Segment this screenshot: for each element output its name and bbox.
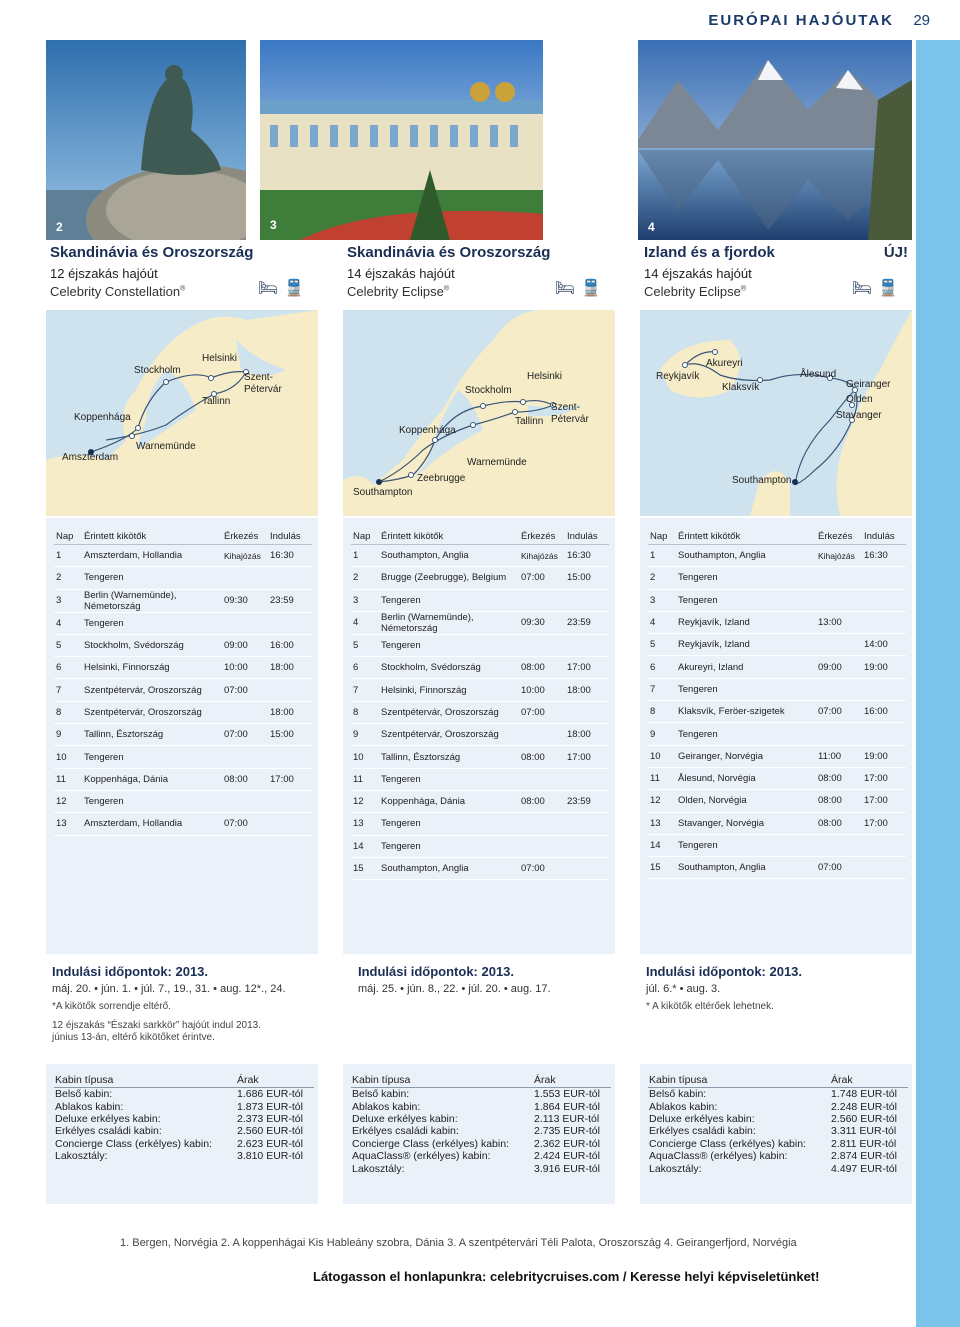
price-row: Ablakos kabin: 1.864 EUR-tól	[352, 1100, 600, 1113]
map-label: Stavanger	[836, 410, 882, 421]
table-row: 5 Reykjavík, Izland 14:00	[648, 634, 906, 656]
map-label: Zeebrugge	[417, 473, 466, 484]
cruise-title: Izland és a fjordok	[644, 244, 775, 261]
photo-number: 4	[648, 220, 655, 234]
table-row: 13 Tengeren	[351, 813, 609, 835]
itinerary-table: Nap Érintett kikötők Érkezés Indulás 1 Amszterdam, Hollandia Kihajózás 16:30 2 Tengeren 3 Berlin (Warnemünde), Németország 09:30 23:59 4 Tengeren 5 Stockholm, Svédország 09:00 16:00 6 Helsinki, Finnország 10:00 18:00 7 Szentpétervár, Oroszország 07:00 8 Szentpétervár, Oroszország 18:00 9 Tallinn, Észtország 07:00 15:00 10 Tengeren 11 Koppenhága, Dánia 08:00 17:00 12 Tengeren 13 Amszterdam, Hollandia 07:00	[54, 528, 312, 836]
cruise-nights: 12 éjszakás hajóút	[50, 266, 158, 281]
price-table: Kabin típusa Árak Belső kabin: 1.748 EUR-tól Ablakos kabin: 2.248 EUR-tól Deluxe erkélyes kabin: 2.560 EUR-tól Erkélyes családi kabin: 3.311 EUR-tól Concierge Class (erkélyes) kabin: 2.811 EUR-tól AquaClass® (erkélyes) kabin: 2.874 EUR-tól Lakosztály: 4.497 EUR-tól	[648, 1072, 908, 1175]
table-row: 12 Olden, Norvégia 08:00 17:00	[648, 790, 906, 812]
table-row: 14 Tengeren	[351, 835, 609, 857]
table-row: 7 Tengeren	[648, 678, 906, 700]
table-row: 8 Szentpétervár, Oroszország 18:00	[54, 701, 312, 723]
cruise-nights: 14 éjszakás hajóút	[347, 266, 455, 281]
table-row: 14 Tengeren	[648, 834, 906, 856]
map-label: Stockholm	[465, 385, 512, 396]
table-row: 4 Berlin (Warnemünde), Németország 09:30 23:59	[351, 611, 609, 634]
map-label: Koppenhága	[74, 412, 131, 423]
page-number: 29	[913, 12, 930, 29]
price-row: Erkélyes családi kabin: 2.560 EUR-tól	[55, 1125, 303, 1138]
departure-dates-2: Indulási időpontok: 2013. máj. 25. • jún. 8., 22. • júl. 20. • aug. 17.	[358, 964, 551, 995]
price-table: Kabin típusa Árak Belső kabin: 1.553 EUR-tól Ablakos kabin: 1.864 EUR-tól Deluxe erkélyes kabin: 2.113 EUR-tól Erkélyes családi kabin: 2.735 EUR-tól Concierge Class (erkélyes) kabin: 2.362 EUR-tól AquaClass® (erkélyes) kabin: 2.424 EUR-tól Lakosztály: 3.916 EUR-tól	[351, 1072, 611, 1175]
table-row: 2 Tengeren	[54, 567, 312, 589]
price-row: Deluxe erkélyes kabin: 2.113 EUR-tól	[352, 1112, 600, 1125]
table-row: 11 Koppenhága, Dánia 08:00 17:00	[54, 768, 312, 790]
table-row: 6 Helsinki, Finnország 10:00 18:00	[54, 657, 312, 679]
table-row: 9 Tengeren	[648, 723, 906, 745]
table-row: 8 Szentpétervár, Oroszország 07:00	[351, 701, 609, 723]
price-row: Lakosztály: 3.916 EUR-tól	[352, 1162, 600, 1175]
table-row: 1 Southampton, Anglia Kihajózás 16:30	[648, 545, 906, 567]
map-label: Southampton	[732, 475, 792, 486]
table-row: 7 Helsinki, Finnország 10:00 18:00	[351, 679, 609, 701]
price-row: Erkélyes családi kabin: 3.311 EUR-tól	[649, 1125, 897, 1138]
table-row: 12 Tengeren	[54, 790, 312, 812]
map-label: Pétervár	[244, 384, 282, 395]
price-row: Ablakos kabin: 2.248 EUR-tól	[649, 1100, 897, 1113]
price-box-2	[343, 1064, 615, 1204]
table-row: 1 Amszterdam, Hollandia Kihajózás 16:30	[54, 545, 312, 567]
table-row: 11 Ålesund, Norvégia 08:00 17:00	[648, 767, 906, 789]
bed-icon: 🛏	[851, 280, 879, 297]
price-row: Lakosztály: 3.810 EUR-tól	[55, 1150, 303, 1163]
itinerary-table: Nap Érintett kikötők Érkezés Indulás 1 Southampton, Anglia Kihajózás 16:30 2 Tengeren 3 Tengeren 4 Reykjavík, Izland 13:00 5 Reykjavík, Izland 14:00 6 Akureyri, Izland 09:00 19:00 7 Tengeren 8 Klaksvík, Feröer-szigetek 07:00 16:00 9 Tengeren 10 Geiranger, Norvégia 11:00 19:00 11 Ålesund, Norvégia 08:00 17:00 12 Olden, Norvégia 08:00 17:00 13 Stavanger, Norvégia 08:00 17:00 14 Tengeren 15 Southampton, Anglia 07:00	[648, 528, 906, 879]
cruise-nights: 14 éjszakás hajóút	[644, 266, 752, 281]
price-row: Ablakos kabin: 1.873 EUR-tól	[55, 1100, 303, 1113]
table-row: 15 Southampton, Anglia 07:00	[351, 857, 609, 879]
map-label: Helsinki	[202, 353, 238, 364]
table-row: 9 Tallinn, Észtország 07:00 15:00	[54, 724, 312, 746]
map-label: Geiranger	[846, 379, 891, 390]
price-row: AquaClass® (erkélyes) kabin: 2.874 EUR-tól	[649, 1150, 897, 1163]
price-box-3	[640, 1064, 912, 1204]
train-icon: 🚆	[581, 280, 607, 297]
table-row: 15 Southampton, Anglia 07:00	[648, 857, 906, 879]
map-label: Klaksvík	[722, 382, 760, 393]
train-icon: 🚆	[284, 280, 310, 297]
map-label: Helsinki	[527, 371, 563, 382]
table-row: 10 Geiranger, Norvégia 11:00 19:00	[648, 745, 906, 767]
bed-icon: 🛏	[257, 280, 285, 297]
route-map	[640, 310, 912, 516]
map-label: Olden	[846, 394, 873, 405]
map-label: Koppenhága	[399, 425, 456, 436]
route-map	[46, 310, 318, 516]
map-label: Southampton	[353, 487, 413, 498]
itinerary-table: Nap Érintett kikötők Érkezés Indulás 1 Southampton, Anglia Kihajózás 16:30 2 Brugge (Zeebrugge), Belgium 07:00 15:00 3 Tengeren 4 Berlin (Warnemünde), Németország 09:30 23:59 5 Tengeren 6 Stockholm, Svédország 08:00 17:00 7 Helsinki, Finnország 10:00 18:00 8 Szentpétervár, Oroszország 07:00 9 Szentpétervár, Oroszország 18:00 10 Tallinn, Észtország 08:00 17:00 11 Tengeren 12 Koppenhága, Dánia 08:00 23:59 13 Tengeren 14 Tengeren 15 Southampton, Anglia 07:00	[351, 528, 609, 880]
table-row: 4 Reykjavík, Izland 13:00	[648, 611, 906, 633]
table-row: 12 Koppenhága, Dánia 08:00 23:59	[351, 790, 609, 812]
table-row: 2 Brugge (Zeebrugge), Belgium 07:00 15:00	[351, 567, 609, 589]
map-label: Pétervár	[551, 414, 589, 425]
price-row: Belső kabin: 1.553 EUR-tól	[352, 1088, 600, 1101]
price-row: Concierge Class (erkélyes) kabin: 2.811 EUR-tól	[649, 1137, 897, 1150]
cruise-title: Skandinávia és Oroszország	[347, 244, 551, 261]
price-row: Concierge Class (erkélyes) kabin: 2.623 EUR-tól	[55, 1137, 303, 1150]
price-box-1	[46, 1064, 318, 1204]
table-row: 10 Tallinn, Észtország 08:00 17:00	[351, 746, 609, 768]
table-row: 10 Tengeren	[54, 746, 312, 768]
price-row: Belső kabin: 1.748 EUR-tól	[649, 1088, 897, 1101]
ship-name: Celebrity Eclipse®	[347, 284, 449, 299]
price-row: Concierge Class (erkélyes) kabin: 2.362 EUR-tól	[352, 1137, 600, 1150]
photo-captions: 1. Bergen, Norvégia 2. A koppenhágai Kis Hableány szobra, Dánia 3. A szentpétervári Téli Palota, Oroszország 4. Geirangerfjord, Norvégia	[120, 1237, 797, 1249]
departure-dates-1: Indulási időpontok: 2013. máj. 20. • jún. 1. • júl. 7., 19., 31. • aug. 12*., 24. *A kikötők sorrendje eltérő. 12 éjszakás “Északi sarkkör” hajóút indul 2013. június 13-án, eltérő kikötőket érintve.	[52, 964, 286, 1043]
map-label: Warnemünde	[136, 441, 196, 452]
table-row: 3 Tengeren	[351, 589, 609, 611]
table-row: 2 Tengeren	[648, 567, 906, 589]
fjord-photo	[638, 40, 912, 240]
table-row: 6 Stockholm, Svédország 08:00 17:00	[351, 657, 609, 679]
price-row: AquaClass® (erkélyes) kabin: 2.424 EUR-tól	[352, 1150, 600, 1163]
price-table: Kabin típusa Árak Belső kabin: 1.686 EUR-tól Ablakos kabin: 1.873 EUR-tól Deluxe erkélyes kabin: 2.373 EUR-tól Erkélyes családi kabin: 2.560 EUR-tól Concierge Class (erkélyes) kabin: 2.623 EUR-tól Lakosztály: 3.810 EUR-tól	[54, 1072, 314, 1162]
footer-cta[interactable]: Látogasson el honlapunkra: celebritycruises.com / Keresse helyi képviseletünket!	[313, 1269, 820, 1284]
table-row: 11 Tengeren	[351, 768, 609, 790]
departure-dates-3: Indulási időpontok: 2013. júl. 6.* • aug. 3. * A kikötők eltérőek lehetnek.	[646, 964, 803, 1012]
map-label: Amszterdam	[62, 452, 119, 463]
table-row: 9 Szentpétervár, Oroszország 18:00	[351, 724, 609, 746]
map-label: Stockholm	[134, 365, 181, 376]
ship-name: Celebrity Eclipse®	[644, 284, 746, 299]
map-label: Tallinn	[202, 396, 231, 407]
price-row: Lakosztály: 4.497 EUR-tól	[649, 1162, 897, 1175]
map-label: Reykjavík	[656, 371, 700, 382]
map-label: Tallinn	[515, 416, 544, 427]
bed-icon: 🛏	[554, 280, 582, 297]
price-row: Belső kabin: 1.686 EUR-tól	[55, 1088, 303, 1101]
table-row: 13 Amszterdam, Hollandia 07:00	[54, 813, 312, 835]
table-row: 4 Tengeren	[54, 612, 312, 634]
mermaid-photo	[46, 40, 246, 240]
table-row: 3 Berlin (Warnemünde), Németország 09:30 23:59	[54, 589, 312, 612]
new-badge: ÚJ!	[883, 244, 908, 261]
map-label: Szent-	[244, 372, 273, 383]
map-label: Akureyri	[706, 358, 743, 369]
table-row: 8 Klaksvík, Feröer-szigetek 07:00 16:00	[648, 701, 906, 723]
price-row: Erkélyes családi kabin: 2.735 EUR-tól	[352, 1125, 600, 1138]
table-row: 7 Szentpétervár, Oroszország 07:00	[54, 679, 312, 701]
ship-name: Celebrity Constellation®	[50, 284, 186, 299]
map-label: Szent-	[551, 402, 580, 413]
map-label: Ålesund	[800, 369, 837, 380]
price-row: Deluxe erkélyes kabin: 2.373 EUR-tól	[55, 1112, 303, 1125]
photo-number: 2	[56, 220, 63, 234]
table-row: 13 Stavanger, Norvégia 08:00 17:00	[648, 812, 906, 834]
table-row: 5 Stockholm, Svédország 09:00 16:00	[54, 634, 312, 656]
map-label: Warnemünde	[467, 457, 527, 468]
table-row: 6 Akureyri, Izland 09:00 19:00	[648, 656, 906, 678]
section-title: EURÓPAI HAJÓUTAK	[708, 12, 894, 29]
side-color-strip	[916, 40, 960, 1327]
table-row: 5 Tengeren	[351, 634, 609, 656]
cruise-title: Skandinávia és Oroszország	[50, 244, 254, 261]
palace-photo	[260, 40, 543, 240]
table-row: 1 Southampton, Anglia Kihajózás 16:30	[351, 545, 609, 567]
price-row: Deluxe erkélyes kabin: 2.560 EUR-tól	[649, 1112, 897, 1125]
train-icon: 🚆	[878, 280, 904, 297]
route-map	[343, 310, 615, 516]
table-row: 3 Tengeren	[648, 589, 906, 611]
